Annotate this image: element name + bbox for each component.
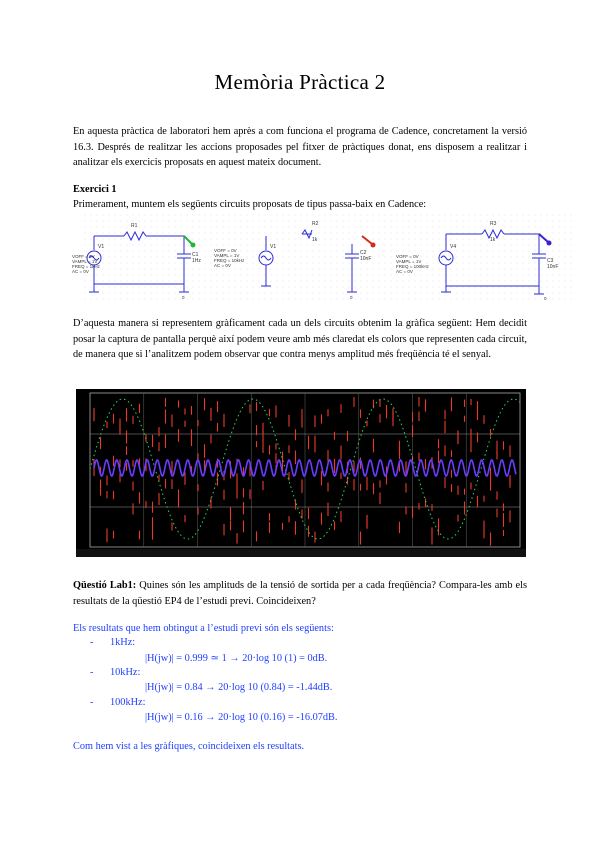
analysis-paragraph: D’aquesta manera si representem gràficament cada un dels circuits obtenim la gràfica següent: Hem decidit posar la captura de pantalla perquè així podem veure amb més claredat els colors que representen cada circuit, de manera que si l’analitzem podem observar que contra menys amplitud més freqüència té el senyal.: [73, 318, 527, 360]
result-freq-100khz: 100kHz:: [110, 697, 146, 708]
answer-intro: Els resultats que hem obtingut a l’estudi previ són els següents:: [73, 623, 334, 634]
svg-text:AC = 0V: AC = 0V: [214, 263, 231, 268]
result-freq-10khz: 10kHz:: [110, 667, 141, 678]
svg-text:V4: V4: [450, 244, 457, 250]
result-formula-10khz: |H(jw)| = 0.84 → 20·log 10 (0.84) = -1.44dB.: [145, 682, 333, 693]
svg-text:1k: 1k: [312, 237, 318, 243]
svg-text:V1: V1: [98, 244, 105, 250]
svg-text:VOFF = 0V: VOFF = 0V: [72, 254, 95, 259]
circuit-2-r-label: R2: [312, 221, 319, 227]
svg-text:AC = 0V: AC = 0V: [72, 269, 89, 274]
result-bullet: -: [90, 667, 94, 678]
result-freq-1khz: 1kHz:: [110, 637, 136, 648]
svg-text:0: 0: [182, 295, 185, 300]
svg-text:C3: C3: [547, 258, 554, 264]
svg-text:C1: C1: [192, 252, 199, 258]
result-bullet: -: [90, 697, 94, 708]
result-bullet: -: [90, 637, 94, 648]
svg-text:0: 0: [544, 296, 547, 301]
question-paragraph: [73, 578, 527, 609]
svg-text:1k: 1k: [490, 237, 496, 243]
question-label: Qüestió Lab1:: [73, 580, 137, 591]
svg-text:10nF: 10nF: [547, 264, 559, 270]
result-formula-1khz: |H(jw)| = 0.999 ≃ 1 → 20·log 10 (1) = 0dB.: [145, 653, 328, 664]
svg-text:10nF: 10nF: [360, 256, 372, 262]
svg-text:VOFF = 0V: VOFF = 0V: [214, 248, 237, 253]
conclusion: Com hem vist a les gràfiques, coincideixen els resultats.: [73, 741, 305, 752]
svg-text:V1: V1: [270, 244, 277, 250]
svg-text:FREQ = 1kHz: FREQ = 1kHz: [72, 264, 100, 269]
result-formula-100khz: |H(jw)| = 0.16 → 20·log 10 (0.16) = -16.07dB.: [145, 712, 338, 723]
circuit-3-r-label: R3: [490, 221, 497, 227]
svg-text:C2: C2: [360, 250, 367, 256]
simulation-plot-screenshot: [76, 389, 526, 557]
svg-text:0: 0: [350, 295, 353, 300]
page-title: Memòria Pràctica 2: [214, 70, 386, 94]
question-text: Quines són les amplituds de la tensió de sortida per a cada freqüència? Compara-les amb els resultats de la qüestió EP4 de l’estudi previ. Coincideixen?: [73, 580, 527, 607]
svg-text:VAMPL = 1V: VAMPL = 1V: [396, 259, 422, 264]
circuit-schematics: [72, 214, 572, 301]
circuit-1-r-label: R1: [131, 223, 138, 229]
svg-text:FREQ = 10kHz: FREQ = 10kHz: [214, 258, 245, 263]
svg-text:AC = 0V: AC = 0V: [396, 269, 413, 274]
exercise-1-text: Primerament, muntem els següents circuits proposats de tipus passa-baix en Cadence:: [73, 199, 427, 210]
svg-text:VAMPL = 1V: VAMPL = 1V: [72, 259, 98, 264]
svg-text:1Hz: 1Hz: [192, 258, 201, 264]
exercise-1-heading: Exercici 1: [73, 184, 117, 195]
svg-text:VAMPL = 1V: VAMPL = 1V: [214, 253, 240, 258]
intro-paragraph: En aquesta pràctica de laboratori hem après a com funciona el programa de Cadence, concretament la versió 16.3. Després de realitzar les accions proposades pel fitxer de pràctiques donat, ens disposem a realitzar i analitzar els exercicis proposats en aquest mateix document.: [73, 126, 527, 168]
svg-text:FREQ = 100kHz: FREQ = 100kHz: [396, 264, 429, 269]
svg-text:VOFF = 0V: VOFF = 0V: [396, 254, 419, 259]
